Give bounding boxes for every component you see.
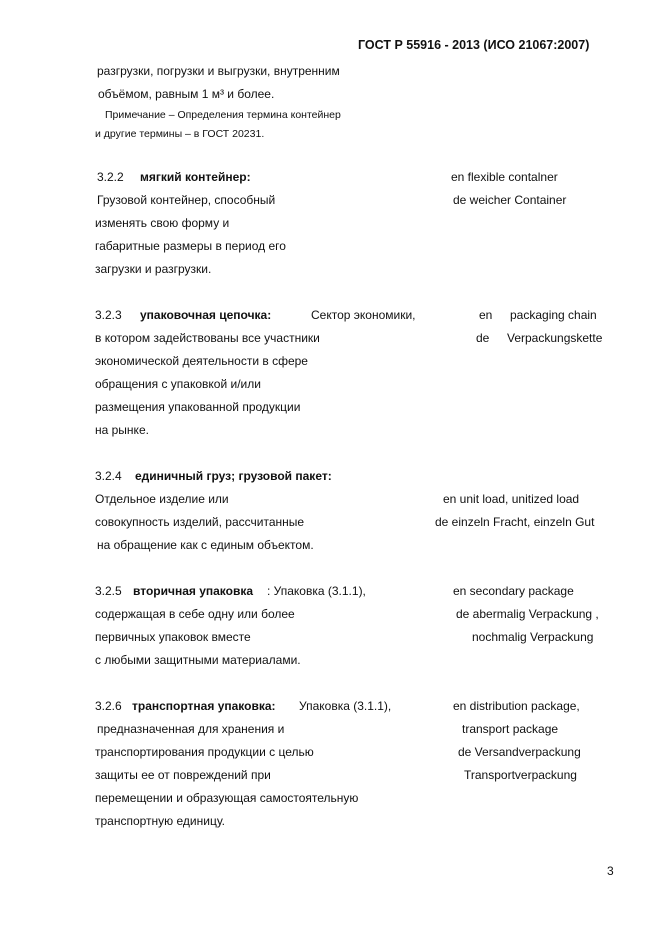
term-en-3-2-4: en unit load, unitized load (443, 492, 580, 506)
definition-line: содержащая в себе одну или более (95, 607, 295, 621)
definition-line: с любыми защитными материалами. (95, 653, 301, 667)
term-de-3-2-6-alt: Transportverpackung (464, 768, 577, 782)
note-line-1: Примечание – Определения термина контейнер (105, 109, 341, 121)
definition-line: на рынке. (95, 423, 149, 437)
term-en-label-3-2-3: en (479, 308, 493, 322)
definition-line: размещения упакованной продукции (95, 400, 301, 414)
page-header: ГОСТ Р 55916 - 2013 (ИСО 21067:2007) (358, 38, 590, 52)
term-en-3-2-2: en flexible contalner (451, 170, 558, 184)
term-en-3-2-6-alt: transport package (462, 722, 559, 736)
intro-line-1: разгрузки, погрузки и выгрузки, внутренним (97, 64, 340, 78)
definition-line: Сектор экономики, (311, 308, 416, 322)
definition-line: обращения с упаковкой и/или (95, 377, 261, 391)
term-de-label-3-2-3: de (476, 331, 490, 345)
definition-line: Отдельное изделие или (95, 492, 229, 506)
term-de-3-2-5: de abermalig Verpackung , (456, 607, 599, 621)
definition-line: изменять свою форму и (95, 216, 230, 230)
definition-line: габаритные размеры в период его (95, 239, 286, 253)
definition-line: защиты ее от повреждений при (95, 768, 271, 782)
term-en-3-2-3: packaging chain (510, 308, 597, 322)
definition-line: совокупность изделий, рассчитанные (95, 515, 305, 529)
intro-line-2: объёмом, равным 1 м³ и более. (98, 87, 275, 101)
definition-line: Упаковка (3.1.1), (299, 699, 392, 713)
definition-line: первичных упаковок вместе (95, 630, 251, 644)
term-title-3-2-2: мягкий контейнер: (140, 170, 251, 184)
definition-line: экономической деятельности в сфере (95, 354, 308, 368)
term-title-3-2-6: транспортная упаковка: (132, 699, 276, 713)
term-title-3-2-3: упаковочная цепочка: (140, 308, 272, 322)
term-title-3-2-5: вторичная упаковка (133, 584, 254, 598)
definition-line: Грузовой контейнер, способный (97, 193, 276, 207)
term-de-3-2-4: de einzeln Fracht, einzeln Gut (435, 515, 595, 529)
term-en-3-2-5: en secondary package (453, 584, 574, 598)
definition-line: транспортирования продукции с целью (95, 745, 314, 759)
term-de-3-2-3: Verpackungskette (507, 331, 603, 345)
term-title-3-2-4: единичный груз; грузовой пакет: (135, 469, 332, 483)
definition-line: транспортную единицу. (95, 814, 225, 828)
term-number-3-2-6: 3.2.6 (95, 699, 122, 713)
term-de-3-2-6: de Versandverpackung (458, 745, 581, 759)
term-en-3-2-6: en distribution package, (453, 699, 580, 713)
definition-line: : Упаковка (3.1.1), (267, 584, 366, 598)
note-line-2: и другие термины – в ГОСТ 20231. (95, 128, 265, 140)
term-number-3-2-5: 3.2.5 (95, 584, 122, 598)
page-number: 3 (607, 864, 614, 878)
term-number-3-2-4: 3.2.4 (95, 469, 122, 483)
term-de-3-2-5-alt: nochmalig Verpackung (472, 630, 594, 644)
term-number-3-2-2: 3.2.2 (97, 170, 124, 184)
definition-line: перемещении и образующая самостоятельную (95, 791, 359, 805)
term-de-3-2-2: de weicher Container (453, 193, 567, 207)
definition-line: загрузки и разгрузки. (95, 262, 212, 276)
definition-line: предназначенная для хранения и (97, 722, 285, 736)
term-number-3-2-3: 3.2.3 (95, 308, 122, 322)
definition-line: в котором задействованы все участники (95, 331, 320, 345)
definition-line: на обращение как с единым объектом. (97, 538, 314, 552)
